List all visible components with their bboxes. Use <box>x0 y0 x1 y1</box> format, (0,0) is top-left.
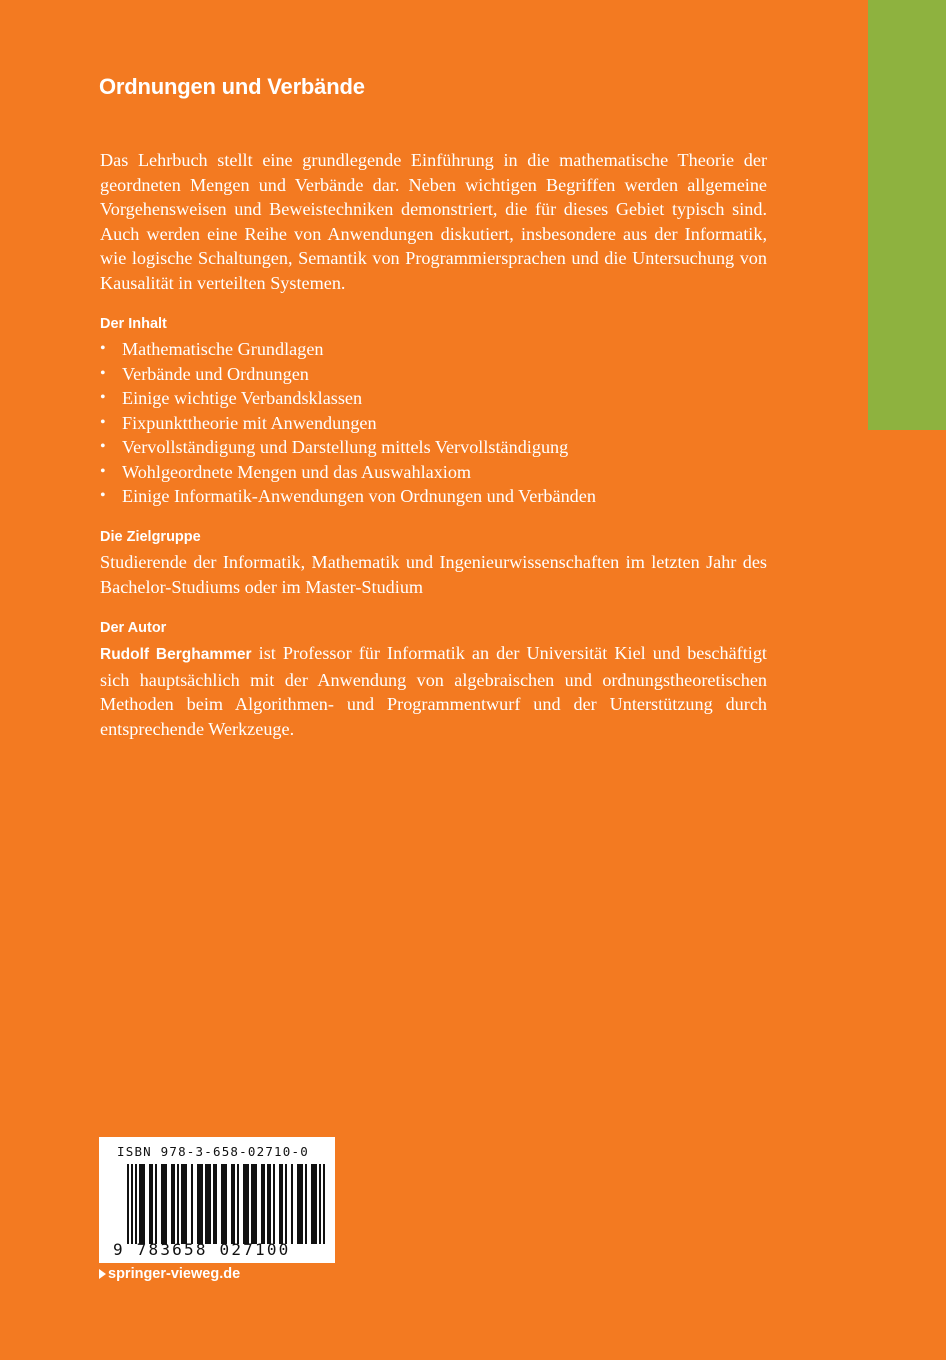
barcode-bar <box>177 1164 179 1244</box>
bullet-icon: • <box>100 438 106 455</box>
barcode-bar <box>297 1164 303 1244</box>
author-name: Rudolf Berghammer <box>100 646 252 663</box>
barcode-bar <box>149 1164 153 1244</box>
barcode-bar <box>285 1164 287 1244</box>
barcode-bar <box>135 1164 137 1244</box>
barcode-bar <box>319 1164 321 1244</box>
barcode <box>99 1137 335 1263</box>
bullet-icon: • <box>100 462 106 480</box>
author-paragraph <box>100 641 767 741</box>
audience-heading: Die Zielgruppe <box>100 529 201 545</box>
barcode-bar <box>131 1164 133 1244</box>
arrow-right-icon <box>99 1269 106 1279</box>
barcode-bar <box>323 1164 325 1244</box>
barcode-bar <box>139 1164 145 1244</box>
barcode-bar <box>213 1164 217 1244</box>
barcode-bar <box>291 1164 293 1244</box>
list-item: • Einige wichtige Verbandsklassen <box>100 386 596 411</box>
list-item: • Vervollständigung und Darstellung mittels Vervollständigung <box>100 435 596 460</box>
bullet-icon: • <box>100 389 106 406</box>
barcode-bar <box>155 1164 157 1244</box>
barcode-bar <box>197 1164 203 1244</box>
book-title: Ordnungen und Verbände <box>99 74 365 99</box>
contents-heading: Der Inhalt <box>100 316 167 332</box>
barcode-bar <box>251 1164 257 1244</box>
barcode-bar <box>273 1164 275 1244</box>
author-bio: ist Professor für Informatik an der Universität Kiel und beschäftigt sich hauptsächlich mit der Anwendung von algebraischen und ordnungstheoretischen Methoden beim Algorithmen- und Programmentwurf und der Unterstützung durch entsprechende Werkzeuge. <box>100 643 767 739</box>
list-item: • Mathematische Grundlagen <box>100 337 596 362</box>
barcode-bar <box>205 1164 211 1244</box>
barcode-bar <box>243 1164 249 1244</box>
barcode-bar <box>305 1164 307 1244</box>
bullet-icon: • <box>100 413 106 431</box>
bullet-icon: • <box>100 340 106 357</box>
barcode-bar <box>171 1164 175 1244</box>
barcode-bar <box>279 1164 283 1244</box>
barcode-bar <box>237 1164 239 1244</box>
ean-digits: 9 783658 027100 <box>113 1240 291 1259</box>
barcode-bar <box>161 1164 167 1244</box>
list-item: • Verbände und Ordnungen <box>100 362 596 387</box>
barcode-bar <box>221 1164 227 1244</box>
barcode-bar <box>267 1164 271 1244</box>
green-side-stripe <box>868 0 946 430</box>
barcode-bar <box>311 1164 317 1244</box>
barcode-bars <box>127 1164 327 1244</box>
list-item: • Wohlgeordnete Mengen und das Auswahlaxiom <box>100 460 596 485</box>
barcode-bar <box>127 1164 129 1244</box>
author-heading: Der Autor <box>100 620 167 636</box>
barcode-bar <box>261 1164 265 1244</box>
list-item: • Fixpunkttheorie mit Anwendungen <box>100 411 596 436</box>
website-label: springer-vieweg.de <box>108 1266 241 1282</box>
audience-text: Studierende der Informatik, Mathematik und Ingenieurwissenschaften im letzten Jahr des Bachelor-Studiums oder im Master-Studium <box>100 552 767 597</box>
barcode-bar <box>181 1164 187 1244</box>
contents-list <box>100 337 596 509</box>
bullet-icon: • <box>100 487 106 504</box>
website-link[interactable] <box>99 1266 240 1282</box>
list-item: • Einige Informatik-Anwendungen von Ordnungen und Verbänden <box>100 484 596 509</box>
barcode-bar <box>231 1164 235 1244</box>
barcode-bar <box>191 1164 193 1244</box>
bullet-icon: • <box>100 364 106 382</box>
isbn-label: ISBN 978-3-658-02710-0 <box>117 1144 309 1159</box>
intro-paragraph: Das Lehrbuch stellt eine grundlegende Einführung in die mathematische Theorie der geordneten Mengen und Verbände dar. Neben wichtigen Begriffen werden allgemeine Vorgehensweisen und Beweistechniken demonstriert, die für dieses Gebiet typisch sind. Auch werden eine Reihe von Anwendungen diskutiert, insbesondere aus der Informatik, wie logische Schaltungen, Semantik von Programmiersprachen und die Untersuchung von Kausalität in verteilten Systemen. <box>100 150 767 293</box>
